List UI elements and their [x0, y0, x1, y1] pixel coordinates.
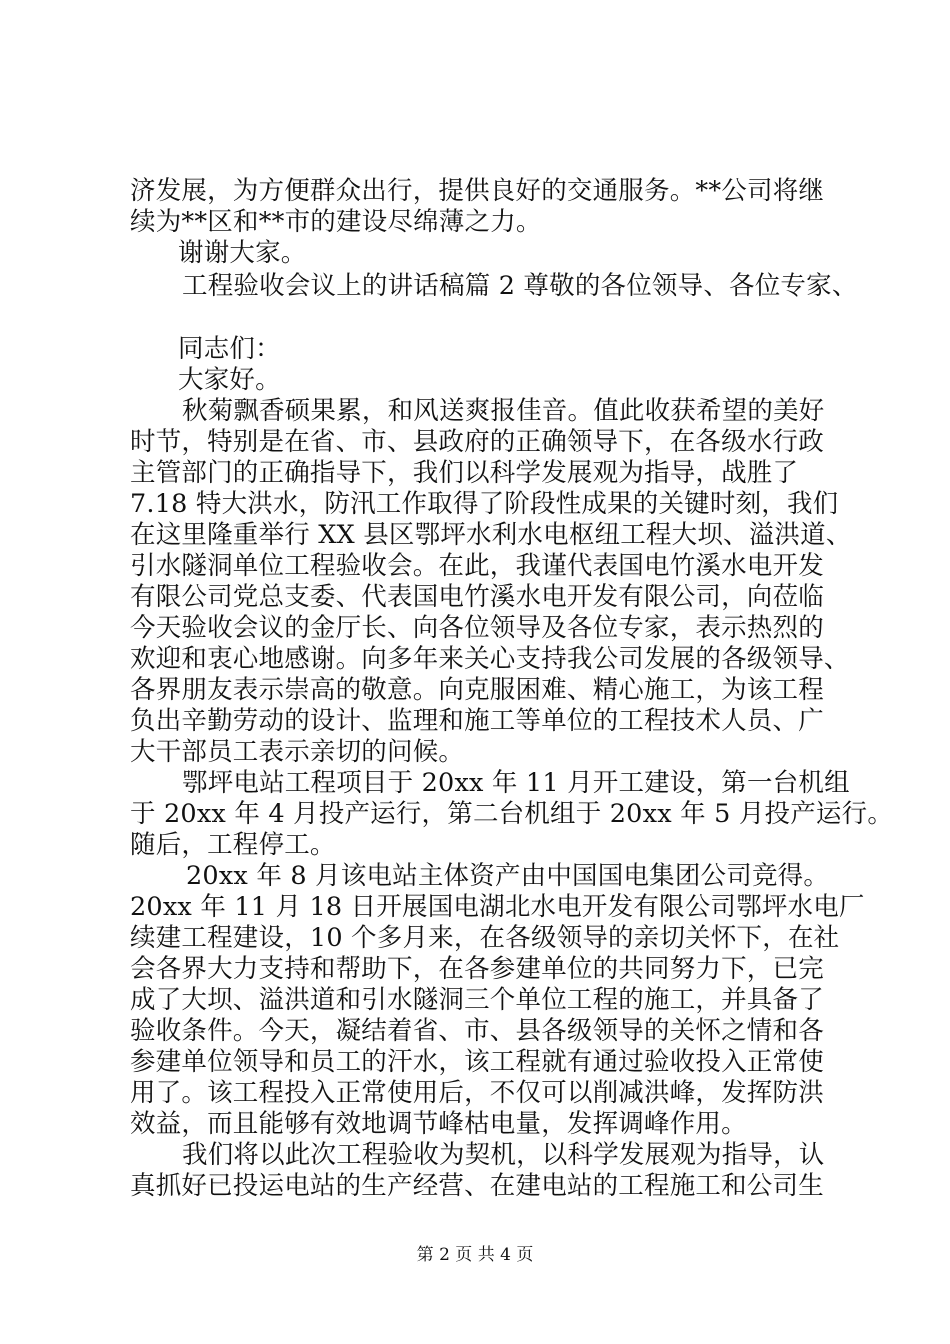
text-line: 有限公司党总支委、代表国电竹溪水电开发有限公司，向莅临	[130, 582, 824, 612]
text-line: 在这里隆重举行 XX 县区鄂坪水利水电枢纽工程大坝、溢洪道、	[130, 520, 852, 550]
text-line: 参建单位领导和员工的汗水，该工程就有通过验收投入正常使	[130, 1047, 824, 1077]
text-line: 济发展，为方便群众出行，提供良好的交通服务。**公司将继	[130, 176, 825, 206]
text-line: 工程验收会议上的讲话稿篇 2 尊敬的各位领导、各位专家、	[182, 271, 858, 301]
text-line: 我们将以此次工程验收为契机，以科学发展观为指导，认	[182, 1140, 825, 1170]
text-line: 秋菊飘香硕果累，和风送爽报佳音。值此收获希望的美好	[182, 396, 825, 426]
text-line: 鄂坪电站工程项目于 20xx 年 11 月开工建设，第一台机组	[182, 768, 850, 798]
text-line: 续为**区和**市的建设尽绵薄之力。	[130, 207, 542, 237]
text-line: 负出辛勤劳动的设计、监理和施工等单位的工程技术人员、广	[130, 706, 824, 736]
text-line: 7.18 特大洪水，防汛工作取得了阶段性成果的关键时刻，我们	[130, 489, 839, 519]
text-line: 随后，工程停工。	[130, 830, 336, 860]
text-line: 效益，而且能够有效地调节峰枯电量，发挥调峰作用。	[130, 1109, 747, 1139]
text-line: 引水隧洞单位工程验收会。在此，我谨代表国电竹溪水电开发	[130, 551, 824, 581]
text-line: 大干部员工表示亲切的问候。	[130, 737, 465, 767]
text-line: 20xx 年 8 月该电站主体资产由中国国电集团公司竞得。	[186, 861, 830, 891]
text-line: 20xx 年 11 月 18 日开展国电湖北水电开发有限公司鄂坪水电厂	[130, 892, 865, 922]
text-line: 验收条件。今天，凝结着省、市、县各级领导的关怀之情和各	[130, 1016, 824, 1046]
text-line: 主管部门的正确指导下，我们以科学发展观为指导，战胜了	[130, 458, 799, 488]
text-line: 真抓好已投运电站的生产经营、在建电站的工程施工和公司生	[130, 1171, 824, 1201]
text-line: 会各界大力支持和帮助下，在各参建单位的共同努力下，已完	[130, 954, 824, 984]
text-line: 成了大坝、溢洪道和引水隧洞三个单位工程的施工，并具备了	[130, 985, 824, 1015]
text-line: 谢谢大家。	[178, 238, 307, 268]
page-number-footer: 第 2 页 共 4 页	[416, 1245, 534, 1265]
text-line: 大家好。	[178, 365, 281, 395]
text-line: 用了。该工程投入正常使用后，不仅可以削减洪峰，发挥防洪	[130, 1078, 824, 1108]
text-line: 续建工程建设，10 个多月来，在各级领导的亲切关怀下，在社	[130, 923, 840, 953]
text-line: 同志们：	[178, 334, 281, 364]
text-line: 于 20xx 年 4 月投产运行，第二台机组于 20xx 年 5 月投产运行。	[130, 799, 894, 829]
text-line: 时节，特别是在省、市、县政府的正确领导下，在各级水行政	[130, 427, 824, 457]
text-line: 各界朋友表示崇高的敬意。向克服困难、精心施工，为该工程	[130, 675, 824, 705]
text-line: 今天验收会议的金厅长、向各位领导及各位专家，表示热烈的	[130, 613, 824, 643]
text-line: 欢迎和衷心地感谢。向多年来关心支持我公司发展的各级领导、	[130, 644, 850, 674]
